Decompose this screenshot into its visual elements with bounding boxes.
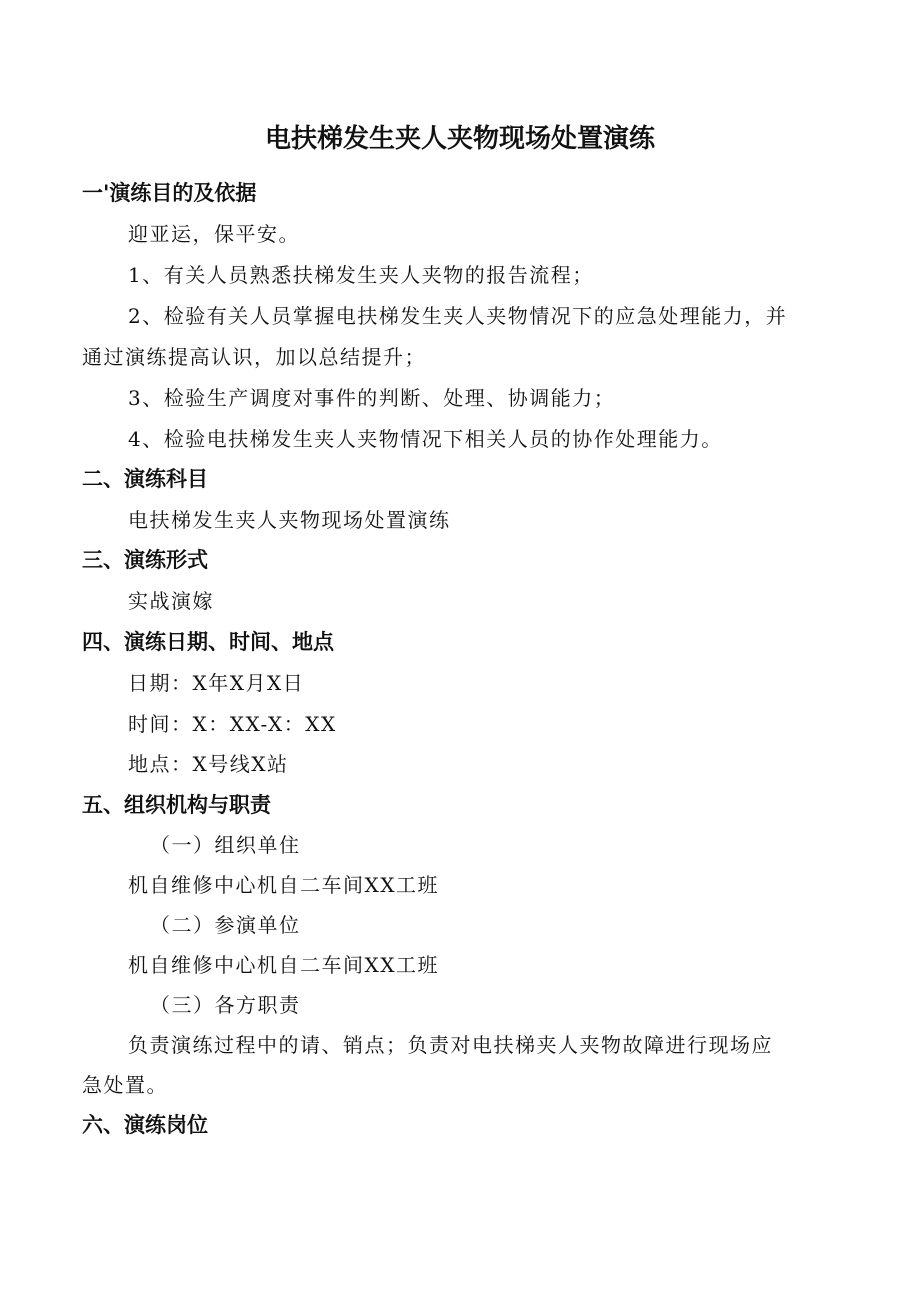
section-heading-organization: 五、组织机构与职责: [82, 793, 271, 817]
drill-time: 时间：X：XX-X：XX: [128, 712, 337, 736]
purpose-item-4: 4、检验电扶梯发生夹人夹物情况下相关人员的协作处理能力。: [128, 427, 723, 451]
org-duties-line-1: 负责演练过程中的请、销点；负责对电扶梯夹人夹物故障进行现场应: [128, 1033, 773, 1057]
drill-date: 日期：X年X月X日: [128, 671, 305, 695]
subject-text: 电扶梯发生夹人夹物现场处置演练: [128, 508, 451, 532]
section-heading-date-time-place: 四、演练日期、时间、地点: [82, 630, 334, 654]
form-text: 实战演嫁: [128, 589, 214, 613]
org-subheading-duties: （三）各方职责: [150, 993, 301, 1017]
org-subheading-organizer: （一）组织单住: [150, 833, 301, 857]
purpose-intro: 迎亚运，保平安。: [128, 222, 300, 246]
purpose-item-3: 3、检验生产调度对事件的判断、处理、协调能力；: [128, 386, 616, 410]
org-organizer-text: 机自维修中心机自二车间XX工班: [128, 873, 439, 897]
section-heading-subject: 二、演练科目: [82, 467, 208, 491]
section-heading-form: 三、演练形式: [82, 548, 208, 572]
drill-place: 地点：X号线X站: [128, 752, 289, 776]
purpose-item-2-line-2: 通过演练提高认识，加以总结提升；: [82, 345, 426, 369]
document-title: 电扶梯发生夹人夹物现场处置演练: [264, 124, 655, 154]
purpose-item-1: 1、有关人员熟悉扶梯发生夹人夹物的报告流程；: [128, 263, 594, 287]
section-heading-positions: 六、演练岗位: [82, 1113, 208, 1137]
section-heading-purpose: 一'演练目的及依据: [82, 181, 257, 205]
org-participants-text: 机自维修中心机自二车间XX工班: [128, 953, 439, 977]
org-duties-line-2: 急处置。: [82, 1073, 168, 1097]
org-subheading-participants: （二）参演单位: [150, 913, 301, 937]
purpose-item-2-line-1: 2、检验有关人员掌握电扶梯发生夹人夹物情况下的应急处理能力，并: [128, 304, 788, 328]
